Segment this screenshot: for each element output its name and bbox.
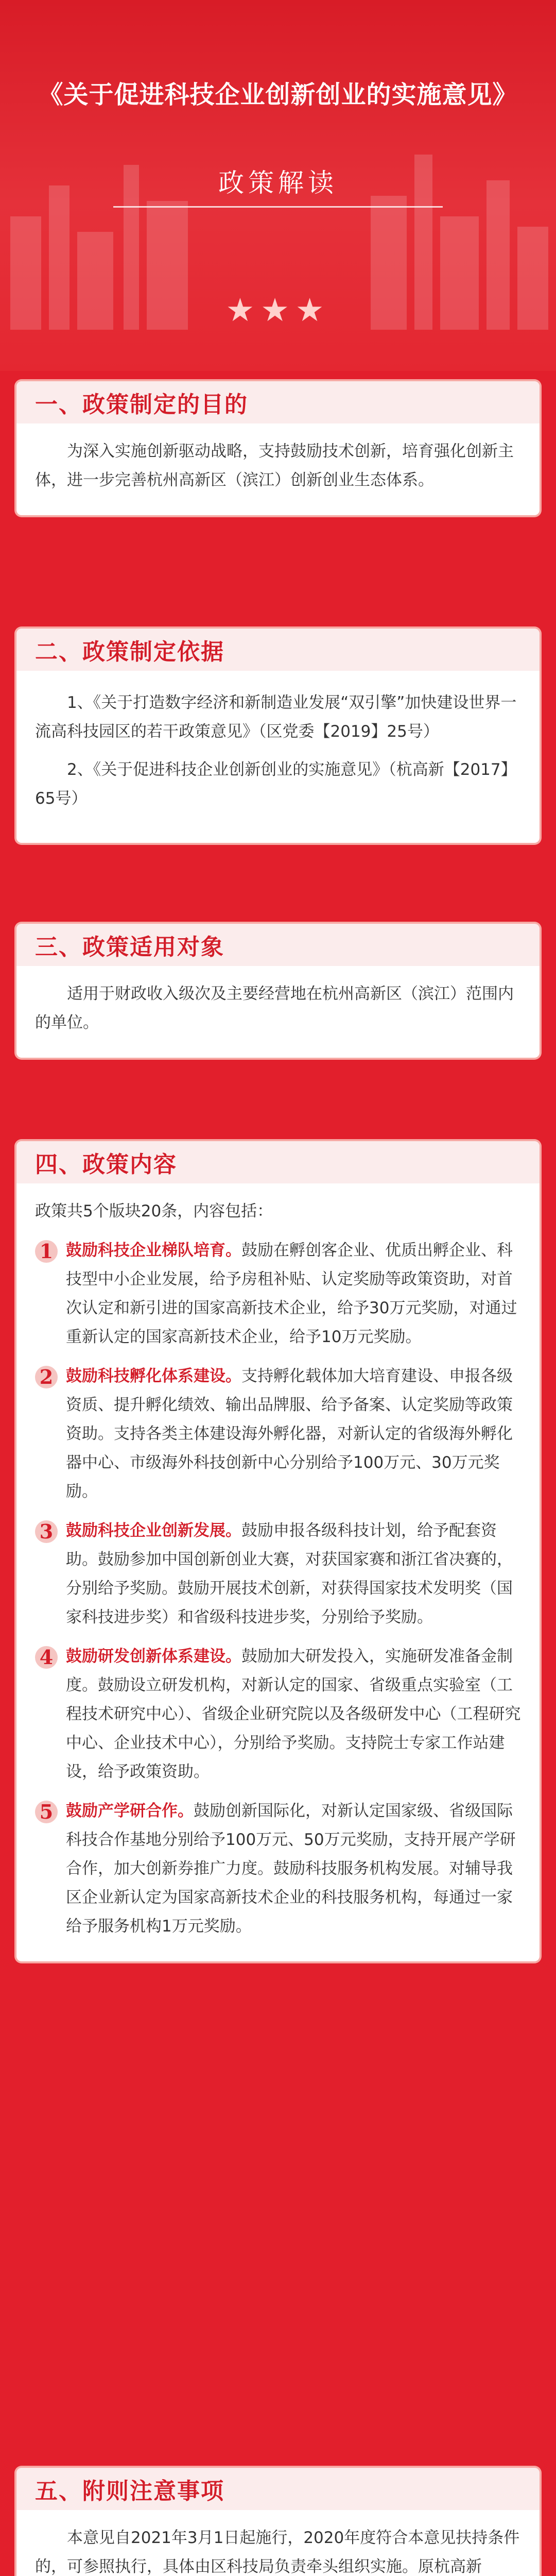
section-purpose	[16, 381, 540, 515]
subtitle-underline	[113, 206, 443, 208]
section-target	[16, 924, 540, 1058]
star-decoration: ★★★	[225, 291, 331, 329]
point-number: 2	[35, 1366, 58, 1388]
point-title: 鼓励科技企业梯队培育。	[66, 1241, 241, 1260]
policy-point	[35, 1797, 521, 1941]
point-text: 鼓励在孵创客企业、优质出孵企业、科技型中小企业发展，给予房租补贴、认定奖励等政策资助，对首次认定和新引进的国家高新技术企业，给予30万元奖励，对通过重新认定的国家高新技术企业，给予10万元奖励。	[66, 1241, 517, 1346]
point-text: 鼓励申报各级科技计划，给予配套资助。鼓励参加中国创新创业大赛，对获国家赛和浙江省决赛的，分别给予奖励。鼓励开展技术创新，对获得国家技术发明奖（国家科技进步奖）和省级科技进步奖，分别给予奖励。	[66, 1521, 513, 1626]
policy-point	[35, 1516, 521, 1632]
section-heading: 二、政策制定依据	[16, 629, 540, 671]
point-text: 鼓励创新国际化，对新认定国家级、省级国际科技合作基地分别给予100万元、50万元奖励，支持开展产学研合作，加大创新券推广力度。鼓励科技服务机构发展。对辅导我区企业新认定为国家高新技术企业的科技服务机构，每通过一家给予服务机构1万元奖励。	[66, 1802, 516, 1936]
subtitle: 政策解读	[218, 168, 338, 198]
section-text: 适用于财政收入级次及主要经营地在杭州高新区（滨江）范围内的单位。	[35, 985, 514, 1032]
section-content	[16, 1141, 540, 1961]
section-text: 本意见自2021年3月1日起施行，2020年度符合本意见扶持条件的，可参照执行，具体由区科技局负责牵头组织实施。原杭高新	[35, 2529, 520, 2576]
section-heading: 三、政策适用对象	[16, 924, 540, 966]
content-intro: 政策共5个版块20条，内容包括：	[35, 1202, 273, 1221]
point-title: 鼓励科技孵化体系建设。	[66, 1367, 241, 1385]
header-banner	[0, 0, 556, 371]
point-number: 4	[35, 1646, 58, 1669]
document-title: 《关于促进科技企业创新创业的实施意见》	[38, 80, 518, 109]
point-number: 5	[35, 1801, 58, 1823]
section-appendix	[16, 2468, 540, 2576]
point-title: 鼓励研发创新体系建设。	[66, 1647, 241, 1666]
policy-point	[35, 1362, 521, 1506]
point-text: 支持孵化载体加大培育建设、申报各级资质、提升孵化绩效、输出品牌服、给予备案、认定奖励等政策资助。支持各类主体建设海外孵化器，对新认定的省级海外孵化器中心、市级海外科技创新中心分别给予100万元、30万元奖励。	[66, 1367, 513, 1501]
policy-point	[35, 1642, 521, 1786]
point-number: 3	[35, 1520, 58, 1543]
section-heading: 一、政策制定的目的	[16, 381, 540, 423]
subtitle-block	[0, 162, 556, 199]
point-title: 鼓励科技企业创新发展。	[66, 1521, 241, 1540]
point-number: 1	[35, 1240, 58, 1263]
point-text: 鼓励加大研发投入，实施研发准备金制度。鼓励设立研发机构，对新认定的国家、省级重点实验室（工程技术研究中心）、省级企业研究院以及各级研发中心（工程研究中心、企业技术中心），分别给予奖励。支持院士专家工作站建设，给予政策资助。	[66, 1647, 521, 1781]
section-heading: 四、政策内容	[16, 1141, 540, 1183]
section-text: 为深入实施创新驱动战略，支持鼓励技术创新，培育强化创新主体，进一步完善杭州高新区（滨江）创新创业生态体系。	[35, 442, 514, 489]
section-basis	[16, 629, 540, 843]
section-heading: 五、附则注意事项	[16, 2468, 540, 2510]
basis-item: 1、《关于打造数字经济和新制造业发展“双引擎”加快建设世界一流高科技园区的若干政策意见》（区党委【2019】25号）	[35, 693, 517, 741]
policy-point	[35, 1236, 521, 1351]
point-title: 鼓励产学研合作。	[66, 1802, 194, 1820]
basis-item: 2、《关于促进科技企业创新创业的实施意见》（杭高新【2017】65号）	[35, 760, 517, 808]
